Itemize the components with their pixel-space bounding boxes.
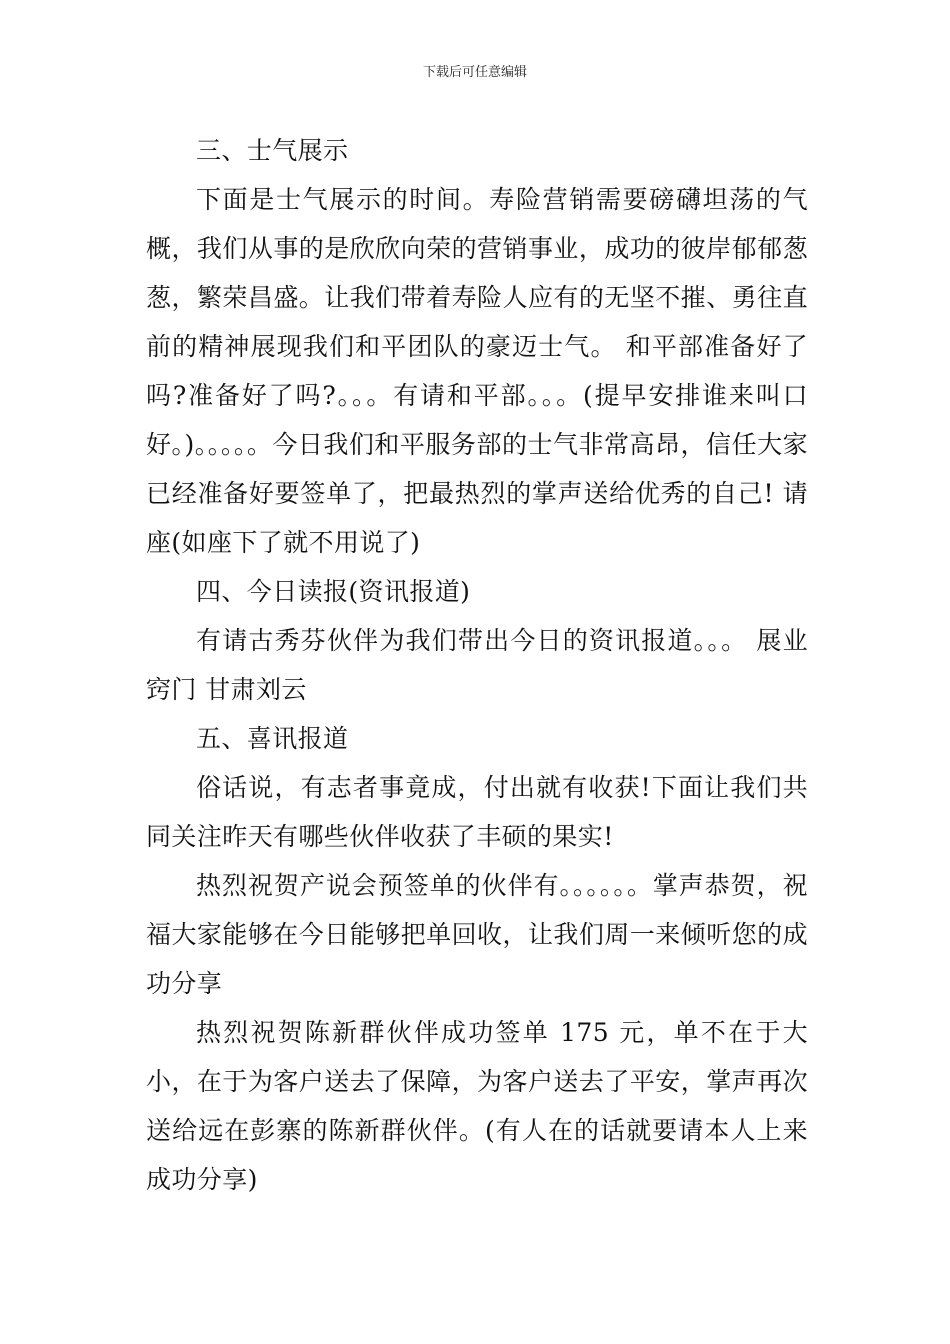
document-body <box>146 126 808 1204</box>
paragraph-good-news-intro: 俗话说，有志者事竟成，付出就有收获!下面让我们共同关注昨天有哪些伙伴收获了丰硕的果实! <box>146 773 808 851</box>
paragraph-good-news-signing: 热烈祝贺陈新群伙伴成功签单 175 元，单不在于大小，在于为客户送去了保障，为客户送去了平安，掌声再次送给远在彭寨的陈新群伙伴。(有人在的话就要请本人上来成功分享) <box>146 1018 808 1194</box>
paragraph-daily-news: 有请古秀芬伙伴为我们带出今日的资讯报道。。。 展业窍门 甘肃刘云 <box>146 626 808 704</box>
paragraph-morale-display: 下面是士气展示的时间。寿险营销需要磅礴坦荡的气概，我们从事的是欣欣向荣的营销事业，成功的彼岸郁郁葱葱，繁荣昌盛。让我们带着寿险人应有的无坚不摧、勇往直前的精神展现我们和平团队的豪迈士气。 和平部准备好了吗?准备好了吗?。。。有请和平部。。。(提早安排谁来叫口好。)。。。。。今日我们和平服务部的士气非常高昂，信任大家已经准备好要签单了，把最热烈的掌声送给优秀的自己! 请座(如座下了就不用说了) <box>146 185 808 557</box>
section-heading-morale: 三、士气展示 <box>196 136 349 165</box>
section-heading-good-news: 五、喜讯报道 <box>196 724 349 753</box>
page-header-note: 下载后可任意编辑 <box>422 65 527 80</box>
paragraph-good-news-presign: 热烈祝贺产说会预签单的伙伴有。。。。。。掌声恭贺，祝福大家能够在今日能够把单回收，让我们周一来倾听您的成功分享 <box>146 871 808 998</box>
section-heading-daily-news: 四、今日读报(资讯报道) <box>196 577 471 606</box>
